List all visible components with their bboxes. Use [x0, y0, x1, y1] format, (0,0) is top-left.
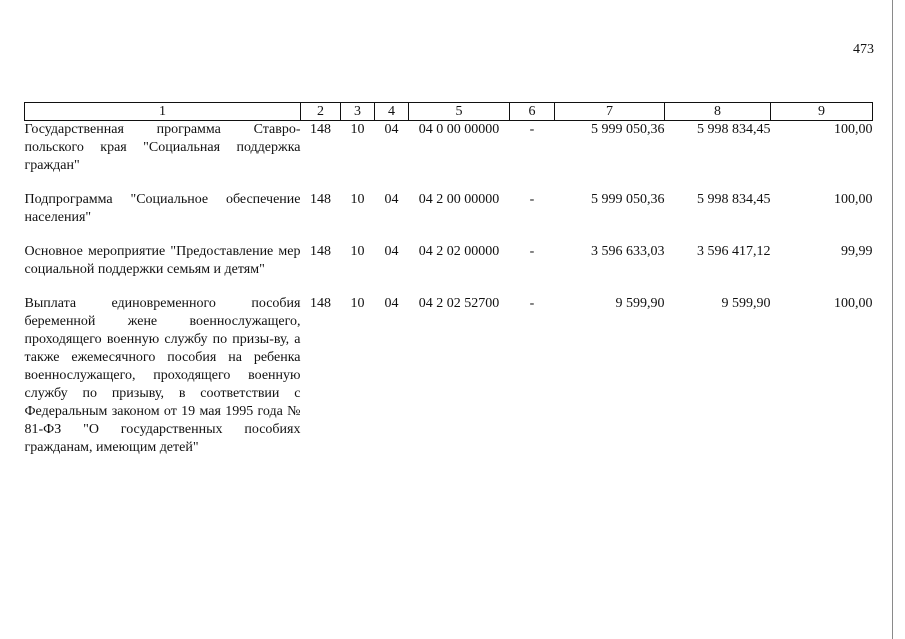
- cell-section: 10: [350, 296, 365, 311]
- cell-section: 10: [350, 244, 365, 259]
- cell-admin-code: 148: [310, 192, 331, 207]
- cell-admin-code: 148: [310, 122, 331, 137]
- col-header-6: 6: [510, 103, 555, 121]
- cell-subsection: 04: [384, 244, 399, 259]
- cell-target-article: 04 0 00 00000: [418, 122, 500, 137]
- cell-planned: 9 599,90: [615, 296, 665, 311]
- row-name: Подпрограмма "Социальное обеспечение населения": [24, 192, 301, 225]
- cell-percent: 100,00: [834, 296, 873, 311]
- cell-executed: 9 599,90: [721, 296, 771, 311]
- cell-expense-type: -: [529, 296, 535, 311]
- cell-planned: 5 999 050,36: [591, 122, 665, 137]
- row-spacer: [25, 279, 873, 295]
- cell-planned: 3 596 633,03: [591, 244, 665, 259]
- cell-subsection: 04: [384, 296, 399, 311]
- col-header-4: 4: [375, 103, 409, 121]
- cell-admin-code: 148: [310, 244, 331, 259]
- row-name: Основное мероприятие "Предоставление мер социальной поддержки семьям и детям": [24, 244, 301, 277]
- page-number: 473: [853, 42, 874, 57]
- col-header-2: 2: [301, 103, 341, 121]
- cell-executed: 5 998 834,45: [697, 122, 771, 137]
- cell-expense-type: -: [529, 192, 535, 207]
- cell-subsection: 04: [384, 192, 399, 207]
- row-name: Государственная программа Ставро-польского края "Социальная поддержка граждан": [24, 122, 301, 173]
- cell-percent: 100,00: [834, 192, 873, 207]
- row-name: Выплата единовременного пособия беременной жене военнослужащего, проходящего военную службу по призы-ву, а также ежемесячного пособия на ребенка военнослужащего, проходящего военную службу по призыву, в соответствии с Федеральным законом от 19 мая 1995 года № 81-ФЗ "О государственных пособиях гражданам, имеющим детей": [24, 296, 301, 455]
- col-header-3: 3: [341, 103, 375, 121]
- cell-expense-type: -: [529, 122, 535, 137]
- cell-target-article: 04 2 02 52700: [418, 296, 500, 311]
- row-spacer: [25, 175, 873, 191]
- cell-executed: 5 998 834,45: [697, 192, 771, 207]
- table-row: [25, 243, 873, 279]
- cell-section: 10: [350, 122, 365, 137]
- col-header-5: 5: [409, 103, 510, 121]
- header-row: [25, 103, 873, 121]
- cell-percent: 100,00: [834, 122, 873, 137]
- col-header-8: 8: [665, 103, 771, 121]
- budget-table: [24, 102, 873, 457]
- cell-expense-type: -: [529, 244, 535, 259]
- col-header-1: 1: [25, 103, 301, 121]
- table-row: [25, 191, 873, 227]
- cell-target-article: 04 2 02 00000: [418, 244, 500, 259]
- col-header-7: 7: [555, 103, 665, 121]
- row-spacer: [25, 227, 873, 243]
- scan-edge-line: [892, 0, 893, 639]
- cell-section: 10: [350, 192, 365, 207]
- cell-percent: 99,99: [841, 244, 873, 259]
- cell-planned: 5 999 050,36: [591, 192, 665, 207]
- cell-target-article: 04 2 00 00000: [418, 192, 500, 207]
- table-row: [25, 121, 873, 176]
- cell-subsection: 04: [384, 122, 399, 137]
- table-row: [25, 295, 873, 457]
- cell-admin-code: 148: [310, 296, 331, 311]
- col-header-9: 9: [771, 103, 873, 121]
- cell-executed: 3 596 417,12: [697, 244, 771, 259]
